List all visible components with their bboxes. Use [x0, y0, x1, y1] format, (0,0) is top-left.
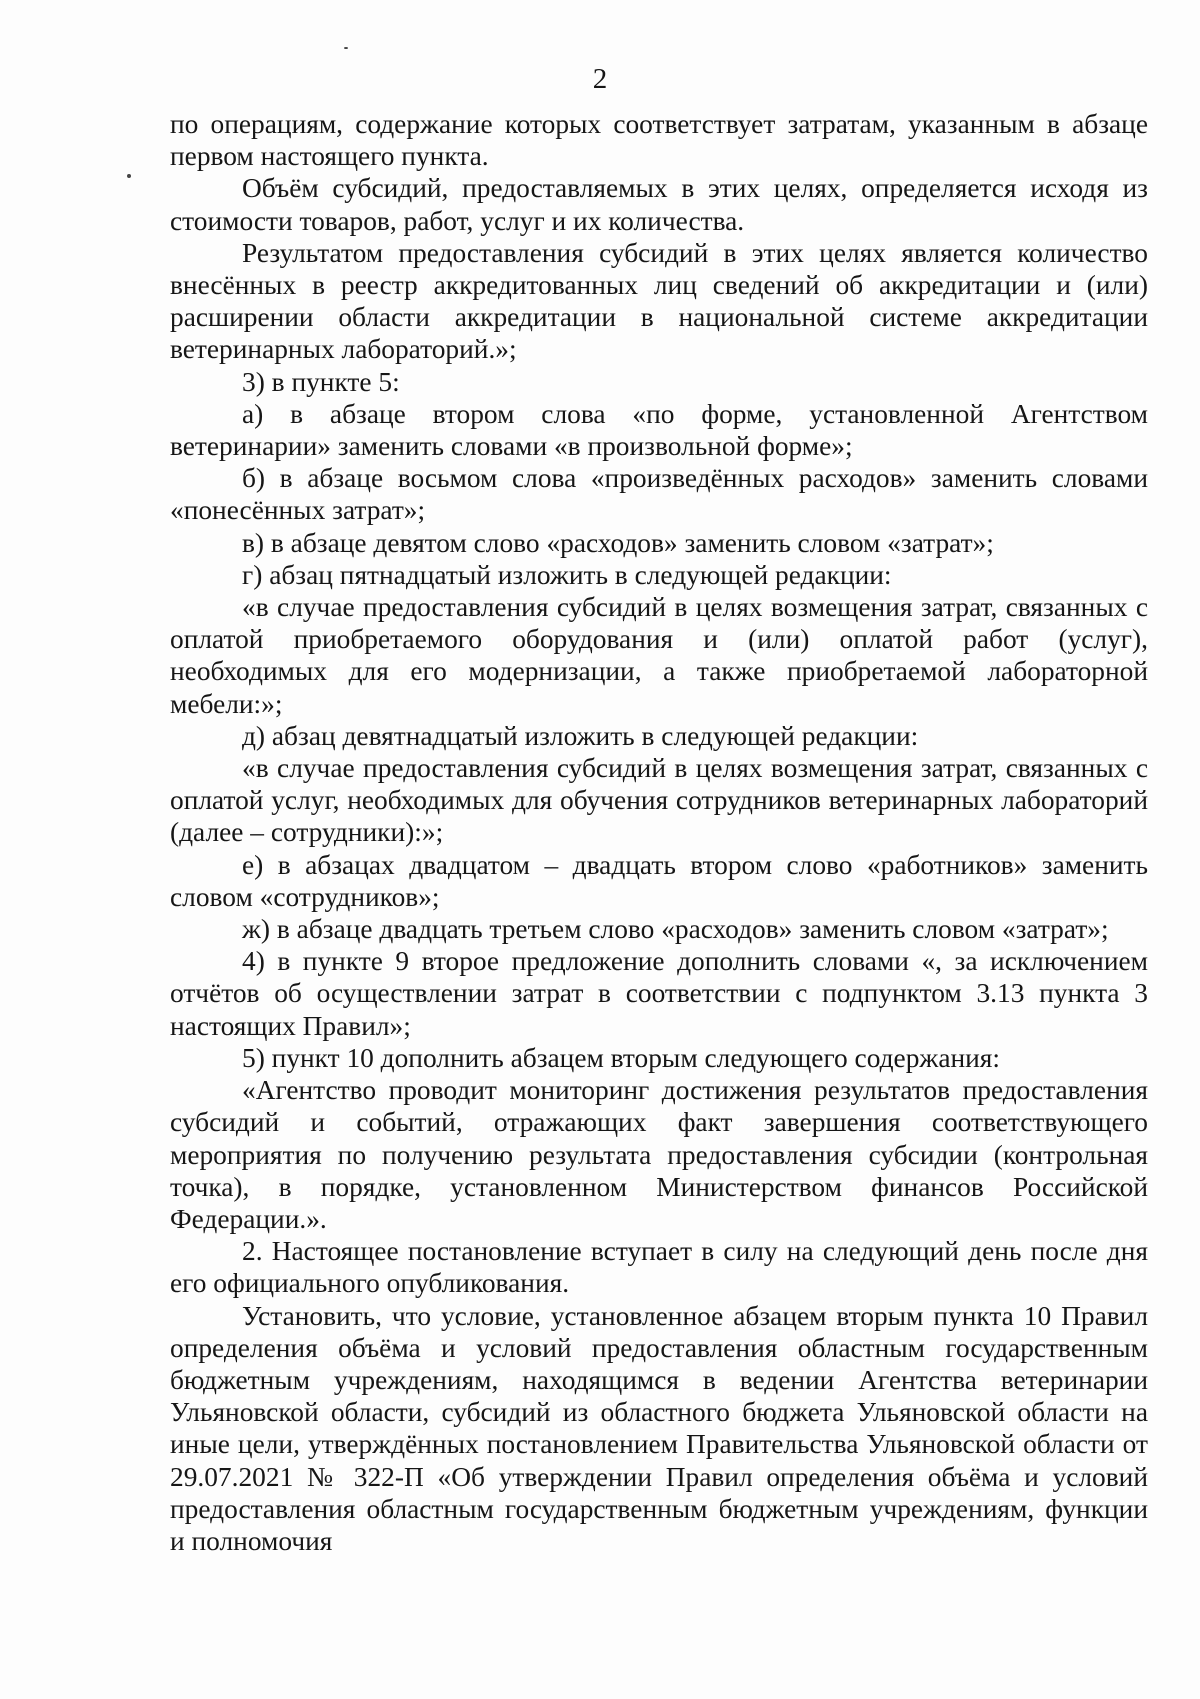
- scan-dot-mark: [344, 47, 348, 49]
- page-number: 2: [592, 63, 608, 95]
- paragraph: 5) пункт 10 дополнить абзацем вторым следующего содержания:: [242, 1042, 1001, 1073]
- paragraph: ж) в абзаце двадцать третьем слово «расходов» заменить словом «затрат»;: [242, 914, 1109, 945]
- paragraph: 3) в пункте 5:: [242, 366, 400, 397]
- paragraph: д) абзац девятнадцатый изложить в следующей редакции:: [242, 720, 919, 751]
- paragraph: «в случае предоставления субсидий в целях возмещения затрат, связанных с оплатой приобретаемого оборудования и (или) оплатой работ (услуг), необходимых для его модернизации, а также приобретаемой лабораторной мебели:»;: [170, 592, 1148, 719]
- paragraph: е) в абзацах двадцатом – двадцать втором слово «работников» заменить словом «сотрудников»;: [170, 849, 1148, 912]
- paragraph: Установить, что условие, установленное абзацем вторым пункта 10 Правил определения объёма и условий предоставления областным государственным бюджетным учреждениям, находящимся в ведении Агентства ветеринарии Ульяновской области, субсидий из областного бюджета Ульяновской области на иные цели, утверждённых постановлением Правительства Ульяновской области от 29.07.2021 № 322-П «Об утверждении Правил определения объёма и условий предоставления областным государственным бюджетным учреждениям, функции и полномочия: [170, 1300, 1148, 1556]
- paragraph: 4) в пункте 9 второе предложение дополнить словами «, за исключением отчётов об осуществлении затрат в соответствии с подпунктом 3.13 пункта 3 настоящих Правил»;: [170, 946, 1148, 1041]
- paragraph: Объём субсидий, предоставляемых в этих целях, определяется исходя из стоимости товаров, работ, услуг и их количества.: [170, 173, 1148, 236]
- paragraph: а) в абзаце втором слова «по форме, установленной Агентством ветеринарии» заменить словами «в произвольной форме»;: [170, 398, 1148, 462]
- document-body: [170, 108, 1148, 1557]
- paragraph: г) абзац пятнадцатый изложить в следующей редакции:: [242, 559, 892, 590]
- scan-dot-mark: [127, 174, 131, 178]
- paragraph: в) в абзаце девятом слово «расходов» заменить словом «затрат»;: [242, 527, 994, 558]
- paragraph: «в случае предоставления субсидий в целях возмещения затрат, связанных с оплатой услуг, необходимых для обучения сотрудников ветеринарных лабораторий (далее – сотрудники):»;: [170, 753, 1148, 848]
- paragraph: б) в абзаце восьмом слова «произведённых расходов» заменить словами «понесённых затрат»;: [170, 463, 1148, 526]
- paragraph: «Агентство проводит мониторинг достижения результатов предоставления субсидий и событий, отражающих факт завершения соответствующего мероприятия по получению результата предоставления субсидии (контрольная точка), в порядке, установленном Министерством финансов Российской Федерации.».: [170, 1075, 1148, 1234]
- paragraph: по операциям, содержание которых соответствует затратам, указанным в абзаце первом настоящего пункта.: [170, 109, 1148, 172]
- paragraph: Результатом предоставления субсидий в этих целях является количество внесённых в реестр аккредитованных лиц сведений об аккредитации и (или) расширении области аккредитации в национальной системе аккредитации ветеринарных лабораторий.»;: [170, 237, 1148, 365]
- paragraph: 2. Настоящее постановление вступает в силу на следующий день после дня его официального опубликования.: [170, 1236, 1148, 1299]
